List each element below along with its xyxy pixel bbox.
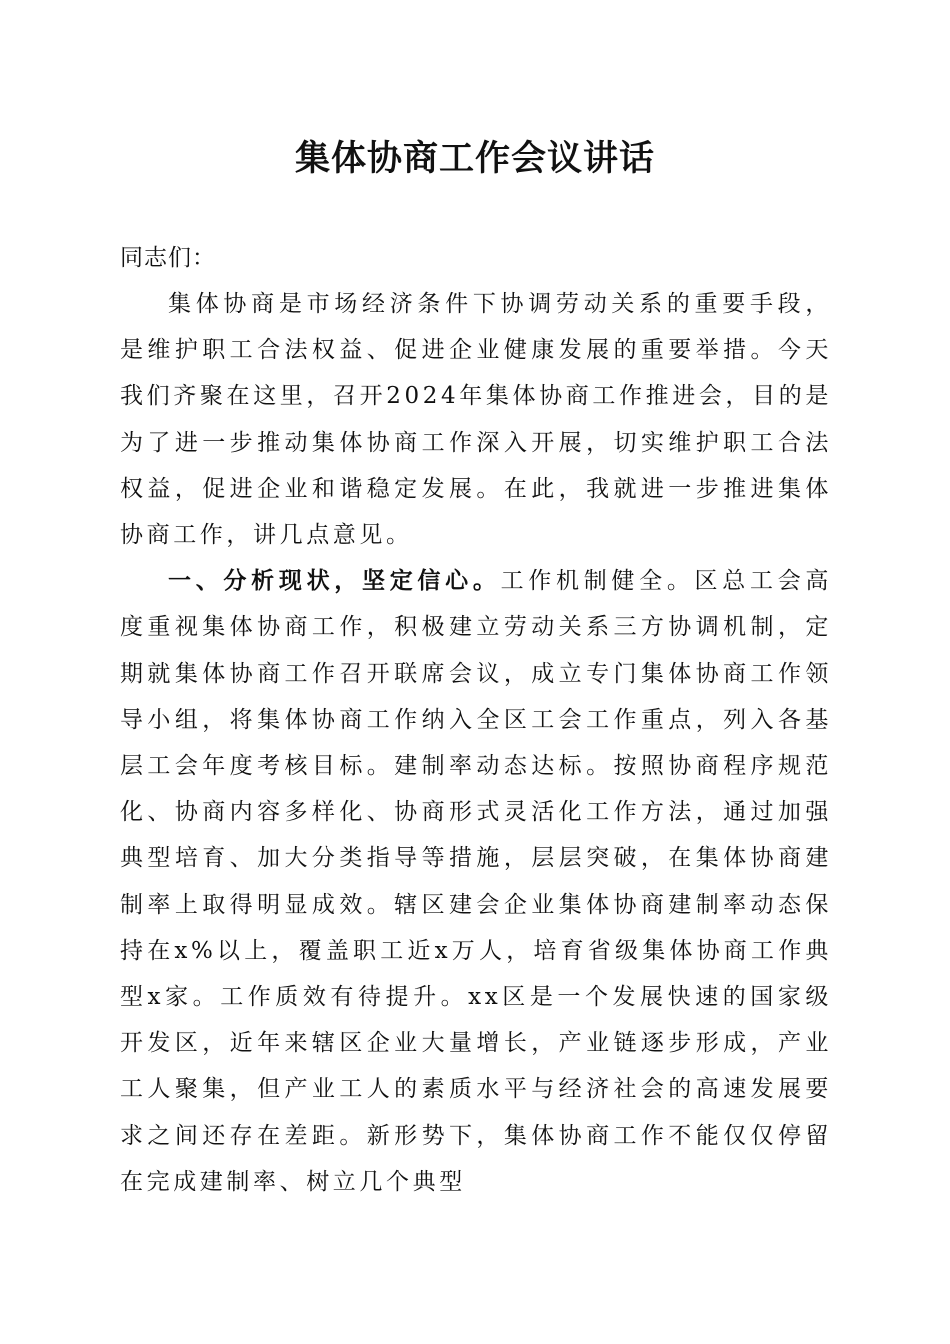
salutation: 同志们： (120, 245, 216, 271)
section-heading: 一、分析现状，坚定信心。 (168, 567, 501, 595)
paragraph-section-1 (120, 558, 832, 1205)
document-body (120, 235, 832, 1205)
paragraph-intro (120, 281, 832, 558)
document-title: 集体协商工作会议讲话 (294, 138, 655, 179)
paragraph-text: 工作机制健全。区总工会高度重视集体协商工作，积极建立劳动关系三方协调机制，定期就集体协商工作召开联席会议，成立专门集体协商工作领导小组，将集体协商工作纳入全区工会工作重点，列入各基层工会年度考核目标。建制率动态达标。按照协商程序规范化、协商内容多样化、协商形式灵活化工作方法，通过加强典型培育、加大分类指导等措施，层层突破，在集体协商建制率上取得明显成效。辖区建会企业集体协商建制率动态保持在x%以上，覆盖职工近x万人，培育省级集体协商工作典型x家。工作质效有待提升。xx区是一个发展快速的国家级开发区，近年来辖区企业大量增长，产业链逐步形成，产业工人聚集，但产业工人的素质水平与经济社会的高速发展要求之间还存在差距。新形势下，集体协商工作不能仅仅停留在完成建制率、树立几个典型 (120, 568, 833, 1195)
paragraph-text: 集体协商是市场经济条件下协调劳动关系的重要手段，是维护职工合法权益、促进企业健康发展的重要举措。今天我们齐聚在这里，召开2024年集体协商工作推进会，目的是为了进一步推动集体协商工作深入开展，切实维护职工合法权益，促进企业和谐稳定发展。在此，我就进一步推进集体协商工作，讲几点意见。 (120, 291, 832, 549)
